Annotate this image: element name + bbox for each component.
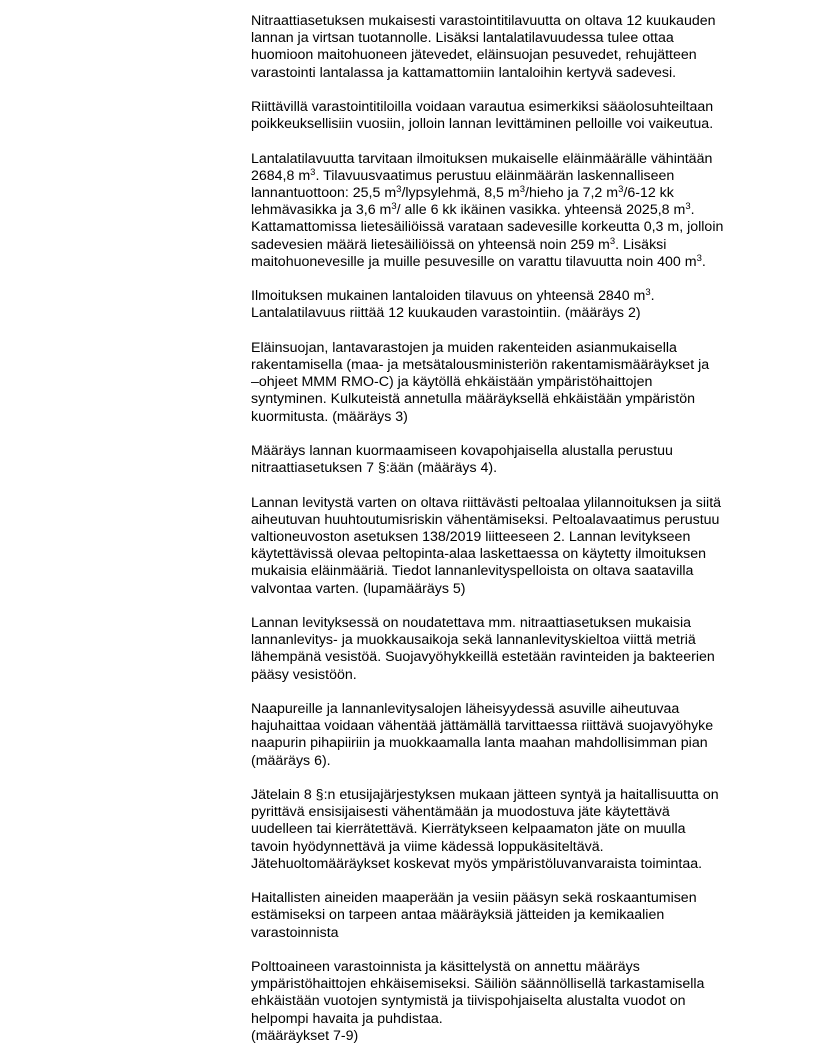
text-run: Ilmoituksen mukainen lantaloiden tilavuus on yhteensä 2840 m (251, 288, 646, 305)
superscript: 3 (645, 287, 651, 299)
paragraph-odour-nuisance: Naapureille ja lannanlevitysalojen läheisyydessä asuville aiheutuvaa hajuhaittaa voidaan vähentää jättämällä tarvittaessa riittävä suojavyöhyke naapurin pihapiiriin ja muokkaamalla lanta maahan mahdollisimman pian (määräys 6). (251, 701, 714, 769)
text-run: . (701, 253, 706, 270)
paragraph-construction-requirements: Eläinsuojan, lantavarastojen ja muiden rakenteiden asianmukaisella rakentamisella (maa- ja metsätalousministeriön rakentamismääräykset ja –ohjeet MMM RMO-C) ja käytöllä ehkäistään ympäristöhaittojen syntyminen. Kulkuteistä annetulla määräyksellä ehkäistään ympäristön kuormitusta. (määräys 3) (251, 339, 710, 425)
superscript: 3 (391, 201, 397, 213)
paragraph-field-area-requirement: Lannan levitystä varten on oltava riittävästi peltoalaa ylilannoituksen ja siitä aiheutuvan huuhtoutumisriskin vähentämiseksi. Peltoalavaatimus perustuu valtioneuvoston asetuksen 138/2019 liitteeseen 2. Lannan levitykseen käytettävissä olevaa peltopinta-alaa laskettaessa on käytetty ilmoituksen mukaisia eläinmääriä. Tiedot lannanlevityspelloista on oltava saatavilla valvontaa varten. (lupamääräys 5) (251, 494, 722, 597)
text-run: . Lisäksi maitohuonevesille ja muille pesuvesille on varattu tilavuutta noin 400 m (251, 236, 697, 270)
paragraph-spreading-rules: Lannan levityksessä on noudatettava mm. nitraattiasetuksen mukaisia lannanlevitys- ja muokkausaikoja sekä lannanlevityskieltoa viittä metriä lähempänä vesistöä. Suojavyöhykkeillä estetään ravinteiden ja bakteerien pääsy vesistöön. (251, 615, 715, 683)
paragraph-manure-storage-total (251, 288, 751, 322)
text-run: /6-12 kk lehmävasikka ja 3,6 m (251, 185, 674, 219)
document-page (251, 13, 751, 1045)
superscript: 3 (396, 184, 402, 195)
text-run: . Kattamattomissa lietesäiliöissä varataan sadevesille korkeutta 0,3 m, jolloin sadevesien määrä lietesäiliöissä on yhteensä noin 259 m (251, 202, 724, 253)
paragraph-loading-surface: Määräys lannan kuormaamiseen kovapohjaisella alustalla perustuu nitraattiasetuksen 7 §:ään (määräys 4). (251, 443, 673, 477)
paragraph-waste-hierarchy: Jätelain 8 §:n etusijajärjestyksen mukaan jätteen syntyä ja haitallisuutta on pyrittävä ensisijaisesti vähentämään ja muodostuva jäte käytettävä uudelleen tai kierrätettävä. Kierrätykseen kelpaamaton jäte on muulla tavoin hyödynnettävä ja viime kädessä loppukäsiteltävä. Jätehuoltomääräykset koskevat myös ympäristöluvanvaraista toimintaa. (251, 787, 719, 872)
text-run: /hieho ja 7,2 m (525, 185, 619, 201)
superscript: 3 (519, 184, 526, 195)
paragraph-storage-exceptional-years: Riittävillä varastointitiloilla voidaan varautua esimerkiksi sääolosuhteiltaan poikkeuksellisiin vuosiin, jolloin lannan levittäminen pelloille voi vaikeutua. (251, 99, 714, 133)
superscript: 3 (696, 252, 702, 264)
superscript: 3 (310, 166, 316, 178)
paragraph-manure-volume-calculation (251, 151, 751, 271)
text-run: / alle 6 kk ikäinen vasikka. yhteensä 2025,8 m (396, 202, 686, 219)
superscript: 3 (609, 235, 616, 247)
paragraph-fuel-storage: Polttoaineen varastoinnista ja käsittelystä on annettu määräys ympäristöhaittojen ehkäisemiseksi. Säiliön säännöllisellä tarkastamisella ehkäistään vuotojen syntymistä ja tiivispohjaiselta alustalta vuodot on helpompi havaita ja puhdistaa. (määräykset 7-9) (251, 959, 705, 1044)
superscript: 3 (618, 184, 624, 195)
text-run: Lantalatilavuutta tarvitaan ilmoituksen mukaiselle eläinmäärälle vähintään 2684,8 m (251, 150, 713, 184)
text-run: /lypsylehmä, 8,5 m (401, 185, 520, 201)
paragraph-hazardous-substances: Haitallisten aineiden maaperään ja vesiin pääsyn sekä roskaantumisen estämiseksi on tarpeen antaa määräyksiä jätteiden ja kemikaalien varastoinnista (251, 890, 697, 941)
text-run: . Lantalatilavuus riittää 12 kuukauden varastointiin. (määräys 2) (251, 288, 655, 322)
paragraph-storage-volume-requirement: Nitraattiasetuksen mukaisesti varastointitilavuutta on oltava 12 kuukauden lannan ja virtsan tuotannolle. Lisäksi lantalatilavuudessa tulee ottaa huomioon maitohuoneen jätevedet, eläinsuojan pesuvedet, rehujätteen varastointi lantalassa ja kattamattomiin lantaloihin kertyvä sadevesi. (251, 13, 716, 81)
text-run: . Tilavuusvaatimus perustuu eläinmäärän laskennalliseen lannantuottoon: 25,5 m (251, 167, 675, 201)
superscript: 3 (685, 201, 691, 213)
